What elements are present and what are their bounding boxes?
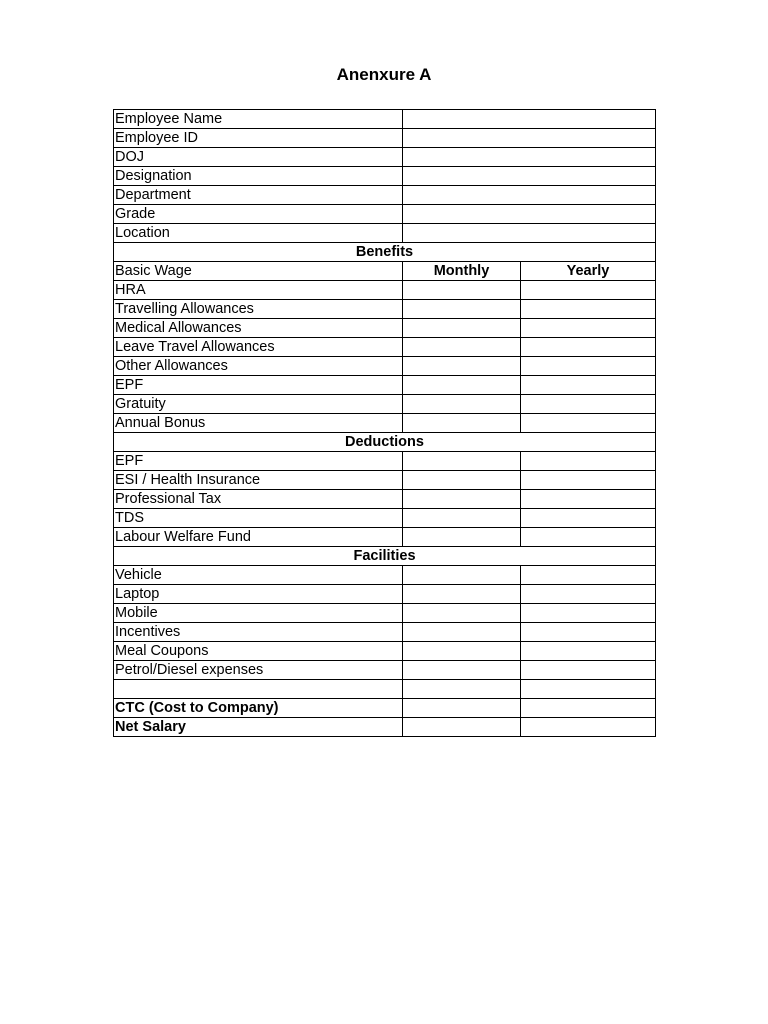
table-row [114,300,656,319]
blank-label-cell [114,680,403,699]
benefit-label: EPF [114,376,403,395]
yearly-value-cell[interactable] [521,357,656,376]
table-row [114,604,656,623]
yearly-value-cell[interactable] [521,566,656,585]
employee-info-row [114,224,656,243]
monthly-value-cell[interactable] [403,642,521,661]
monthly-value-cell[interactable] [403,376,521,395]
monthly-value-cell[interactable] [403,509,521,528]
ctc-label: CTC (Cost to Company) [114,699,403,718]
annexure-table-body [114,110,656,737]
benefit-label: Annual Bonus [114,414,403,433]
monthly-value-cell[interactable] [403,300,521,319]
yearly-value-cell[interactable] [521,509,656,528]
table-row [114,642,656,661]
table-row [114,414,656,433]
employee-info-label: Employee Name [114,110,403,129]
table-row [114,566,656,585]
section-row [114,433,656,452]
employee-info-value[interactable] [403,224,656,243]
table-row [114,528,656,547]
facility-label: Meal Coupons [114,642,403,661]
yearly-value-cell[interactable] [521,718,656,737]
employee-info-row [114,148,656,167]
table-row [114,357,656,376]
monthly-value-cell[interactable] [403,623,521,642]
benefit-label: Travelling Allowances [114,300,403,319]
employee-info-label: DOJ [114,148,403,167]
yearly-value-cell[interactable] [521,604,656,623]
employee-info-row [114,186,656,205]
employee-info-label: Location [114,224,403,243]
deduction-label: EPF [114,452,403,471]
yearly-value-cell[interactable] [521,338,656,357]
net-salary-label: Net Salary [114,718,403,737]
monthly-value-cell[interactable] [403,319,521,338]
facility-label: Vehicle [114,566,403,585]
facility-label: Laptop [114,585,403,604]
employee-info-label: Employee ID [114,129,403,148]
section-row [114,243,656,262]
table-row [114,585,656,604]
monthly-value-cell[interactable] [403,699,521,718]
employee-info-value[interactable] [403,129,656,148]
table-row [114,395,656,414]
table-row [114,319,656,338]
benefit-label: Other Allowances [114,357,403,376]
ctc-row [114,699,656,718]
yearly-value-cell[interactable] [521,452,656,471]
page-title: Anenxure A [336,65,432,84]
yearly-header: Yearly [521,262,656,281]
section-row [114,547,656,566]
monthly-value-cell[interactable] [403,490,521,509]
yearly-value-cell[interactable] [521,661,656,680]
employee-info-row [114,110,656,129]
employee-info-label: Grade [114,205,403,224]
yearly-value-cell[interactable] [521,471,656,490]
monthly-value-cell[interactable] [403,281,521,300]
monthly-value-cell[interactable] [403,395,521,414]
deduction-label: ESI / Health Insurance [114,471,403,490]
benefit-label: HRA [114,281,403,300]
facility-label: Mobile [114,604,403,623]
yearly-value-cell[interactable] [521,585,656,604]
section-heading-facilities: Facilities [114,547,656,566]
monthly-value-cell[interactable] [403,452,521,471]
table-row [114,452,656,471]
yearly-value-cell[interactable] [521,642,656,661]
employee-info-value[interactable] [403,167,656,186]
monthly-header: Monthly [403,262,521,281]
benefit-label: Basic Wage [114,262,403,281]
yearly-value-cell[interactable] [521,300,656,319]
table-row [114,471,656,490]
table-row [114,509,656,528]
monthly-value-cell[interactable] [403,585,521,604]
monthly-value-cell[interactable] [403,471,521,490]
table-row [114,490,656,509]
section-heading-deductions: Deductions [114,433,656,452]
table-row [114,661,656,680]
yearly-value-cell[interactable] [521,528,656,547]
deduction-label: Labour Welfare Fund [114,528,403,547]
employee-info-row [114,129,656,148]
monthly-value-cell[interactable] [403,680,521,699]
yearly-value-cell[interactable] [521,680,656,699]
employee-info-row [114,167,656,186]
employee-info-value[interactable] [403,186,656,205]
table-row [114,623,656,642]
yearly-value-cell[interactable] [521,395,656,414]
monthly-value-cell[interactable] [403,414,521,433]
employee-info-value[interactable] [403,148,656,167]
table-row [114,281,656,300]
monthly-value-cell[interactable] [403,357,521,376]
yearly-value-cell[interactable] [521,414,656,433]
yearly-value-cell[interactable] [521,699,656,718]
benefit-label: Gratuity [114,395,403,414]
yearly-value-cell[interactable] [521,281,656,300]
net-salary-row [114,718,656,737]
deduction-label: TDS [114,509,403,528]
employee-info-row [114,205,656,224]
facility-label: Petrol/Diesel expenses [114,661,403,680]
employee-info-label: Designation [114,167,403,186]
blank-row [114,680,656,699]
benefit-label: Medical Allowances [114,319,403,338]
yearly-value-cell[interactable] [521,376,656,395]
employee-info-value[interactable] [403,110,656,129]
benefit-label: Leave Travel Allowances [114,338,403,357]
table-row [114,338,656,357]
yearly-value-cell[interactable] [521,623,656,642]
employee-info-value[interactable] [403,205,656,224]
yearly-value-cell[interactable] [521,490,656,509]
table-row [114,376,656,395]
section-heading-benefits: Benefits [114,243,656,262]
employee-info-label: Department [114,186,403,205]
yearly-value-cell[interactable] [521,319,656,338]
monthly-value-cell[interactable] [403,566,521,585]
monthly-value-cell[interactable] [403,604,521,623]
monthly-value-cell[interactable] [403,661,521,680]
monthly-value-cell[interactable] [403,338,521,357]
deduction-label: Professional Tax [114,490,403,509]
annexure-table [113,109,656,737]
monthly-value-cell[interactable] [403,718,521,737]
monthly-value-cell[interactable] [403,528,521,547]
facility-label: Incentives [114,623,403,642]
benefits-header-row [114,262,656,281]
